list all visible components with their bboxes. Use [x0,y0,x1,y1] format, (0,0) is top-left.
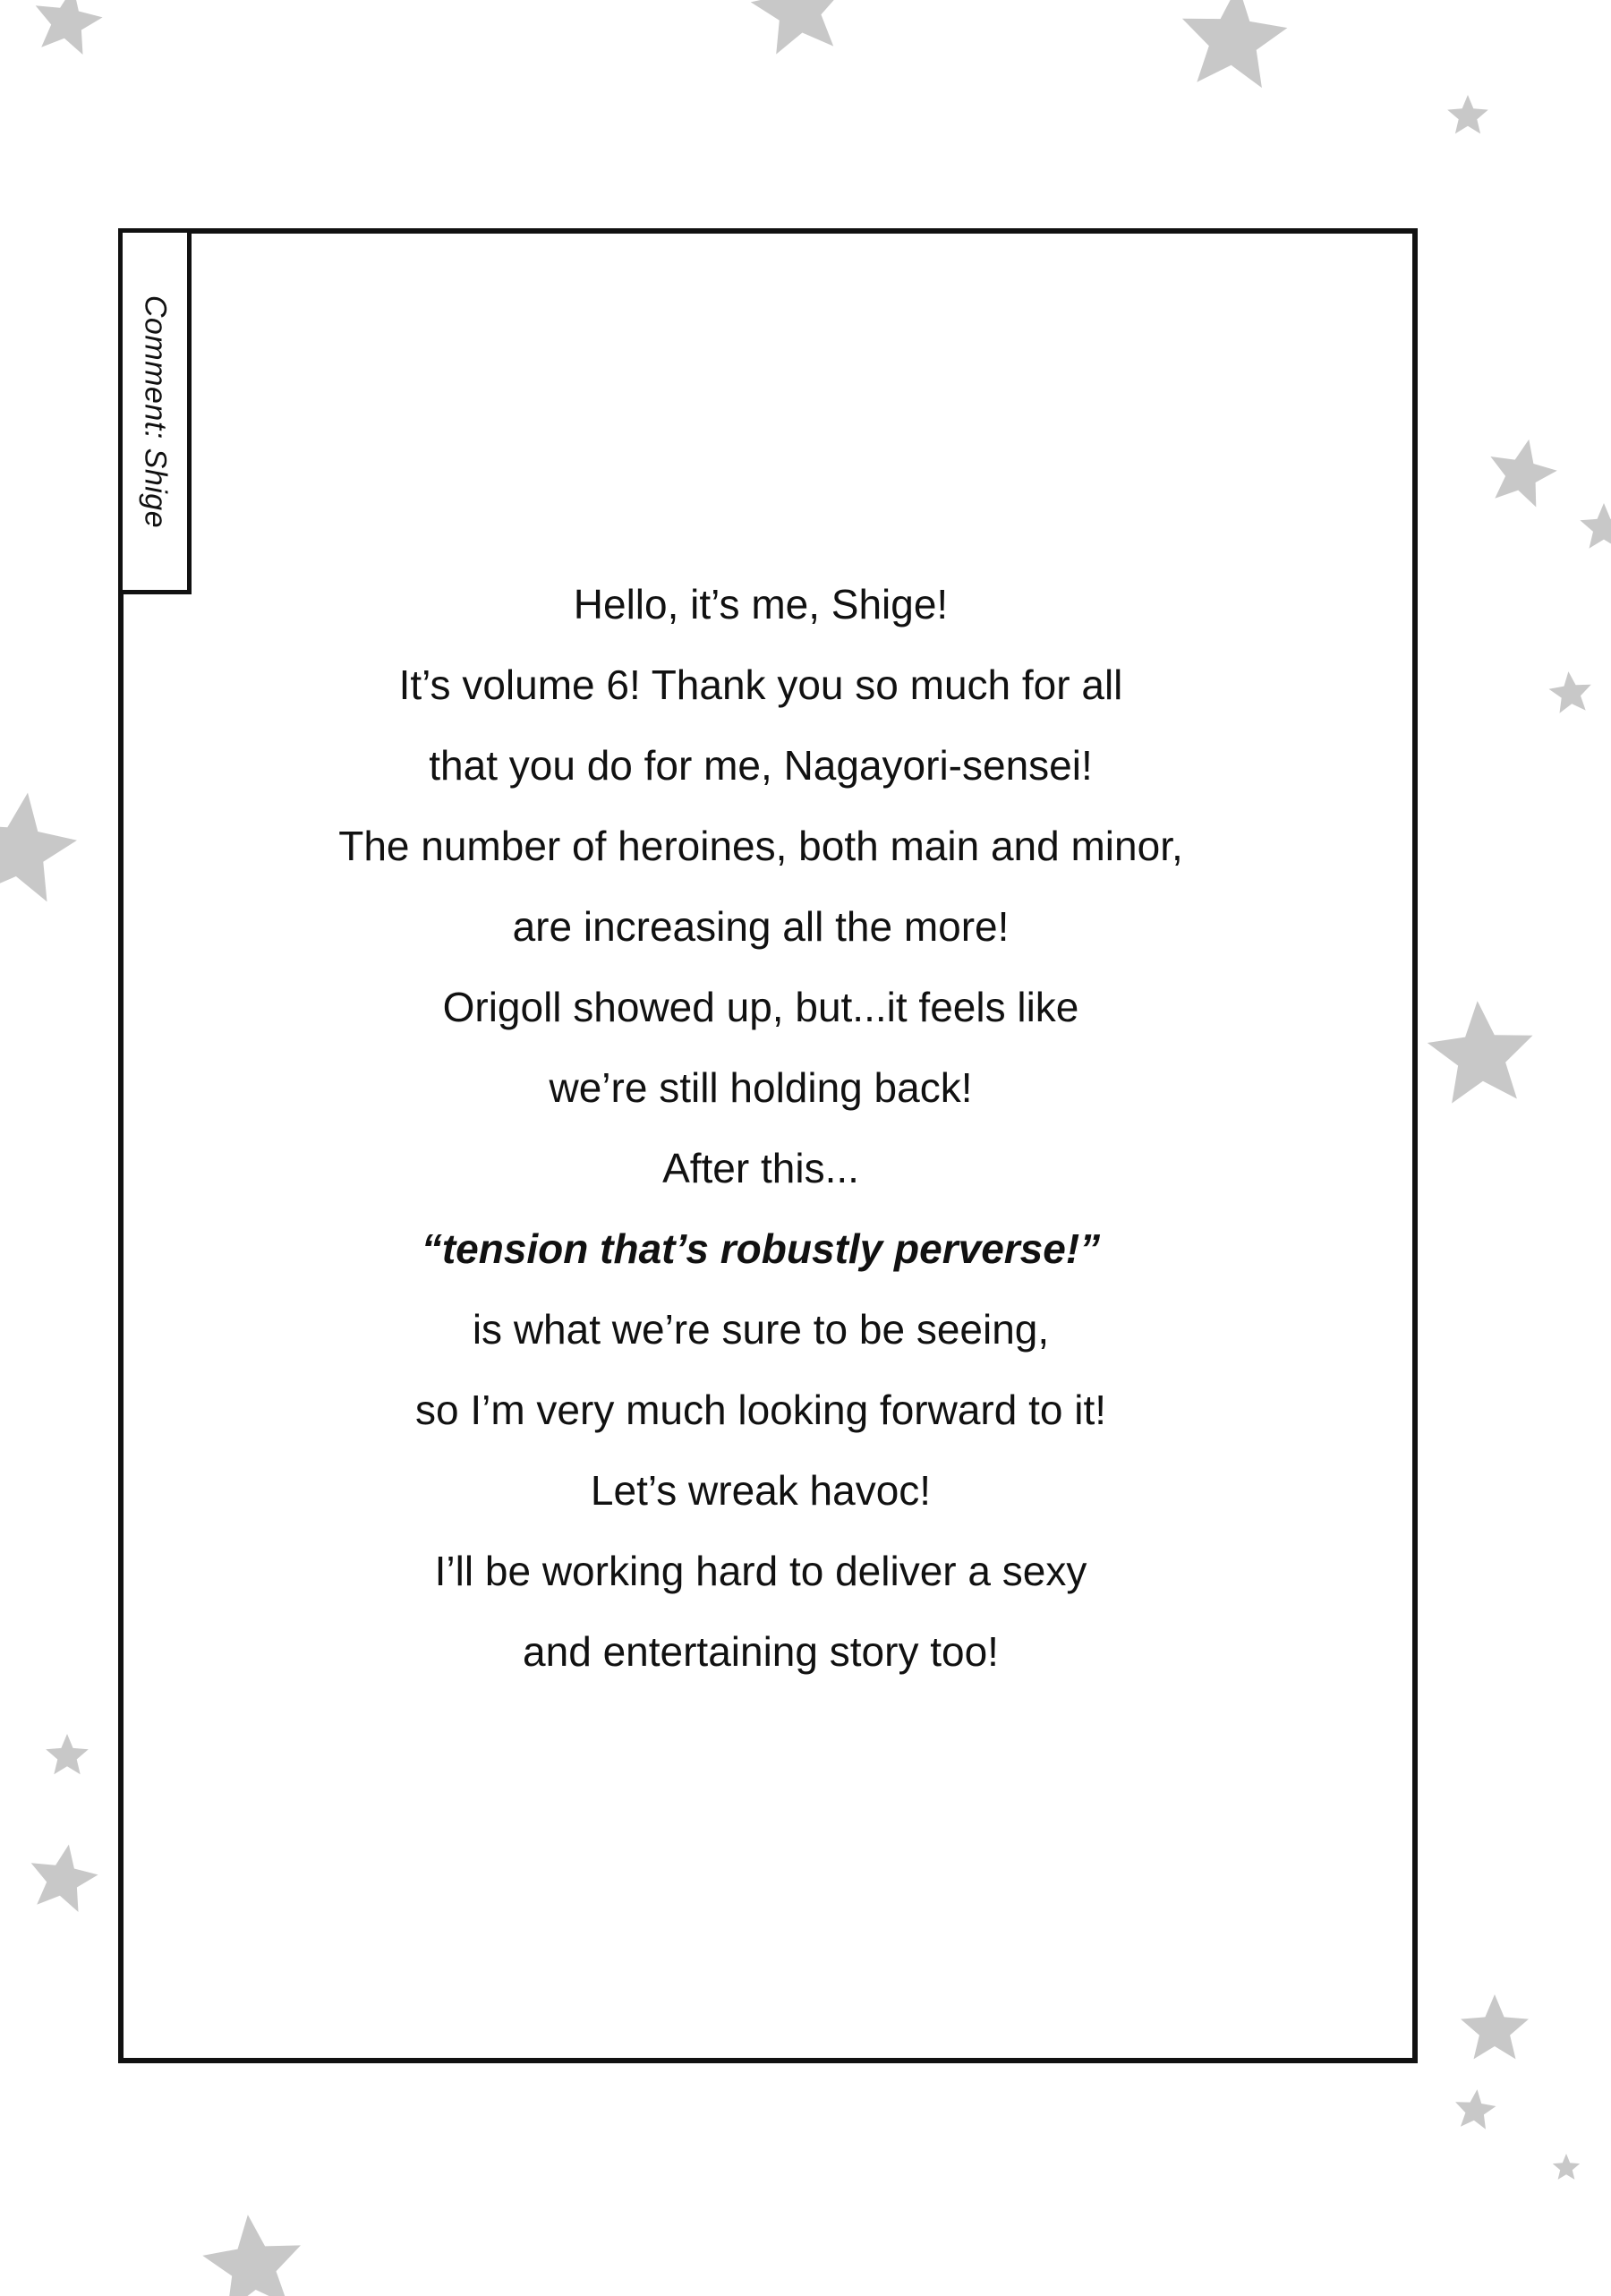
star-icon [1461,1994,1529,2059]
comment-line: is what we’re sure to be seeing, [472,1306,1050,1353]
comment-line: Hello, it’s me, Shige! [573,581,949,627]
comment-tab-label: Comment: Shige [138,294,173,528]
comment-line: we’re still holding back! [549,1064,973,1111]
comment-line: so I’m very much looking forward to it! [414,1387,1107,1433]
comment-line: Let’s wreak havoc! [590,1467,932,1514]
star-icon [202,2215,301,2296]
comment-line: “tension that’s robustly perverse!” [421,1225,1101,1272]
star-icon [31,1845,98,1912]
star-icon [1490,440,1556,508]
star-icon [1428,1001,1533,1103]
comment-tab [118,228,192,594]
star-icon [36,0,103,55]
star-icon [1580,503,1611,549]
comment-body [268,564,1253,1692]
comment-line: The number of heroines, both main and minor, [338,823,1183,869]
comment-line: and entertaining story too! [523,1628,999,1675]
star-icon [1553,2154,1580,2180]
star-icon [46,1734,89,1774]
comment-line: are increasing all the more! [512,903,1010,950]
comment-line: After this... [662,1145,859,1191]
star-icon [0,793,77,902]
comment-line: I’ll be working hard to deliver a sexy [434,1548,1087,1594]
comment-line: that you do for me, Nagayori-sensei! [429,742,1093,789]
comment-line: It’s volume 6! Thank you so much for all [398,661,1123,708]
star-icon [1455,2089,1496,2130]
star-icon [1549,671,1591,713]
comment-line: Origoll showed up, but...it feels like [442,984,1079,1030]
star-icon [751,0,844,55]
star-icon [1182,0,1288,88]
star-icon [1447,95,1488,133]
